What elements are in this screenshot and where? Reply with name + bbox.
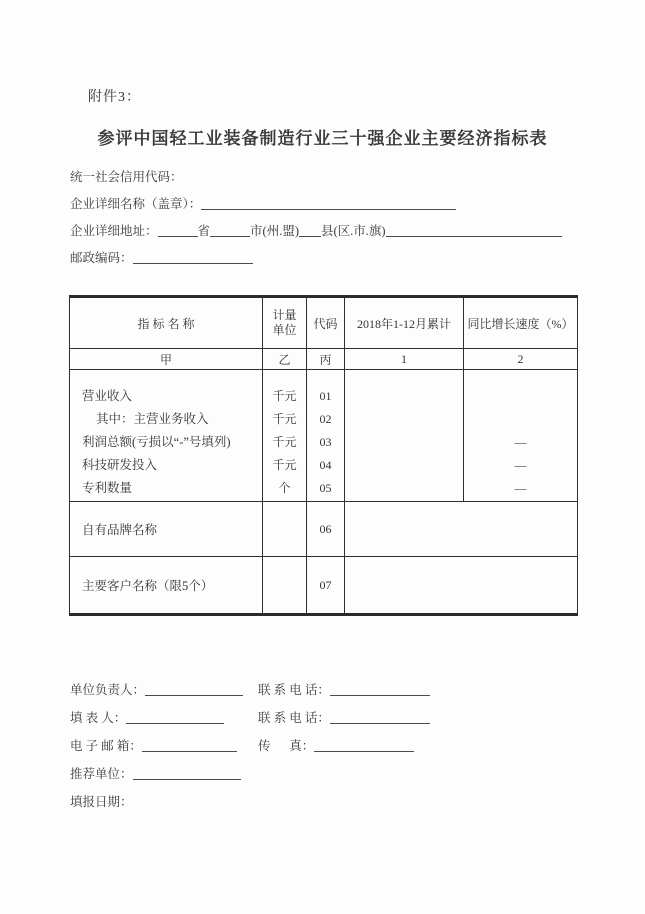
footer-row-date bbox=[70, 792, 570, 810]
header-indicator-name: 指 标 名 称 bbox=[70, 298, 263, 349]
contact-phone-label-2: 联 系 电 话： bbox=[258, 711, 330, 725]
brand-code-cell: 06 bbox=[307, 502, 345, 557]
form-preparer-label: 填 表 人： bbox=[70, 711, 127, 725]
company-name-row bbox=[70, 194, 456, 212]
form-preparer-blank bbox=[126, 711, 224, 724]
recommending-unit-blank bbox=[133, 767, 241, 780]
contact-phone-label-1: 联 系 电 话： bbox=[258, 683, 330, 697]
indicator-name-02: 其中：主营业务收入 bbox=[96, 412, 209, 426]
indicator-name-01: 营业收入 bbox=[82, 389, 133, 403]
customer-code-cell: 07 bbox=[307, 557, 345, 613]
indicator-name-03: 利润总额(亏损以“-”号填列) bbox=[82, 435, 231, 449]
form-title: 参评中国轻工业装备制造行业三十强企业主要经济指标表 bbox=[97, 129, 548, 148]
subheader-jia: 甲 bbox=[70, 349, 263, 370]
address-detail-blank bbox=[386, 224, 562, 237]
email-label: 电 子 邮 箱： bbox=[70, 739, 142, 753]
city-blank bbox=[210, 224, 250, 237]
footer-row-email-fax bbox=[70, 736, 570, 754]
contact-phone-blank-2 bbox=[330, 711, 430, 724]
brand-value-cell-empty bbox=[345, 502, 577, 557]
growth-value-01 bbox=[464, 385, 577, 408]
responsible-person-blank bbox=[145, 683, 243, 696]
indicator-code-03: 03 bbox=[319, 435, 332, 449]
indicator-unit-05: 个 bbox=[278, 481, 291, 495]
brand-unit-cell-empty bbox=[263, 502, 307, 557]
indicator-code-01: 01 bbox=[319, 389, 332, 403]
indicator-code-04: 04 bbox=[319, 458, 332, 472]
period-values-cell-empty bbox=[345, 370, 464, 502]
header-unit-line2: 单位 bbox=[272, 323, 297, 337]
indicator-code-05: 05 bbox=[319, 481, 332, 495]
footer-row-preparer bbox=[70, 708, 570, 726]
growth-value-02 bbox=[464, 408, 577, 431]
customer-name-cell: 主要客户名称（限5个） bbox=[70, 557, 263, 613]
footer-row-recommender bbox=[70, 764, 570, 782]
customer-unit-cell-empty bbox=[263, 557, 307, 613]
recommending-unit-label: 推荐单位： bbox=[70, 767, 133, 781]
indicator-code-02: 02 bbox=[319, 412, 332, 426]
fax-label: 传 真： bbox=[258, 739, 315, 753]
brand-name-cell: 自有品牌名称 bbox=[70, 502, 263, 557]
subheader-bing: 丙 bbox=[307, 349, 345, 370]
county-blank bbox=[299, 224, 321, 237]
email-blank bbox=[142, 739, 237, 752]
growth-value-05: — bbox=[514, 481, 527, 495]
indicator-unit-03: 千元 bbox=[272, 435, 297, 449]
attachment-label: 附件3： bbox=[88, 90, 141, 105]
contact-phone-blank-1 bbox=[330, 683, 430, 696]
province-label: 省 bbox=[197, 224, 211, 238]
indicator-unit-01: 千元 bbox=[272, 389, 297, 403]
province-blank bbox=[158, 224, 198, 237]
growth-value-03: — bbox=[514, 435, 527, 449]
customer-value-cell-empty bbox=[345, 557, 577, 613]
growth-value-04: — bbox=[514, 458, 527, 472]
header-unit bbox=[263, 298, 307, 349]
subheader-yi: 乙 bbox=[263, 349, 307, 370]
subheader-col1: 1 bbox=[345, 349, 464, 370]
indicator-codes-cell bbox=[307, 370, 345, 502]
footer-row-responsible bbox=[70, 680, 570, 698]
filing-date-label: 填报日期： bbox=[70, 795, 133, 809]
postcode-row bbox=[70, 248, 253, 266]
header-unit-line1: 计量 bbox=[272, 308, 297, 322]
indicator-names-cell bbox=[70, 370, 263, 502]
indicator-unit-04: 千元 bbox=[272, 458, 297, 472]
credit-code-label: 统一社会信用代码： bbox=[70, 170, 183, 184]
fax-blank bbox=[314, 739, 414, 752]
growth-values-cell bbox=[464, 370, 577, 502]
company-name-label: 企业详细名称（盖章）： bbox=[70, 197, 202, 211]
postcode-blank bbox=[133, 251, 253, 264]
indicator-unit-02: 千元 bbox=[272, 412, 297, 426]
indicator-units-cell bbox=[263, 370, 307, 502]
address-row bbox=[70, 221, 562, 239]
indicator-name-05: 专利数量 bbox=[82, 481, 133, 495]
company-name-blank bbox=[201, 197, 456, 210]
county-label: 县(区.市.旗) bbox=[320, 224, 386, 238]
postcode-label: 邮政编码： bbox=[70, 251, 133, 265]
city-label: 市(州.盟) bbox=[250, 224, 299, 238]
header-code: 代码 bbox=[307, 298, 345, 349]
address-label: 企业详细地址： bbox=[70, 224, 158, 238]
header-growth: 同比增长速度（%） bbox=[464, 298, 577, 349]
indicators-table bbox=[69, 295, 578, 616]
header-period: 2018年1-12月累计 bbox=[345, 298, 464, 349]
indicator-name-04: 科技研发投入 bbox=[82, 458, 158, 472]
credit-code-row bbox=[70, 167, 183, 185]
subheader-col2: 2 bbox=[464, 349, 577, 370]
responsible-person-label: 单位负责人： bbox=[70, 683, 146, 697]
